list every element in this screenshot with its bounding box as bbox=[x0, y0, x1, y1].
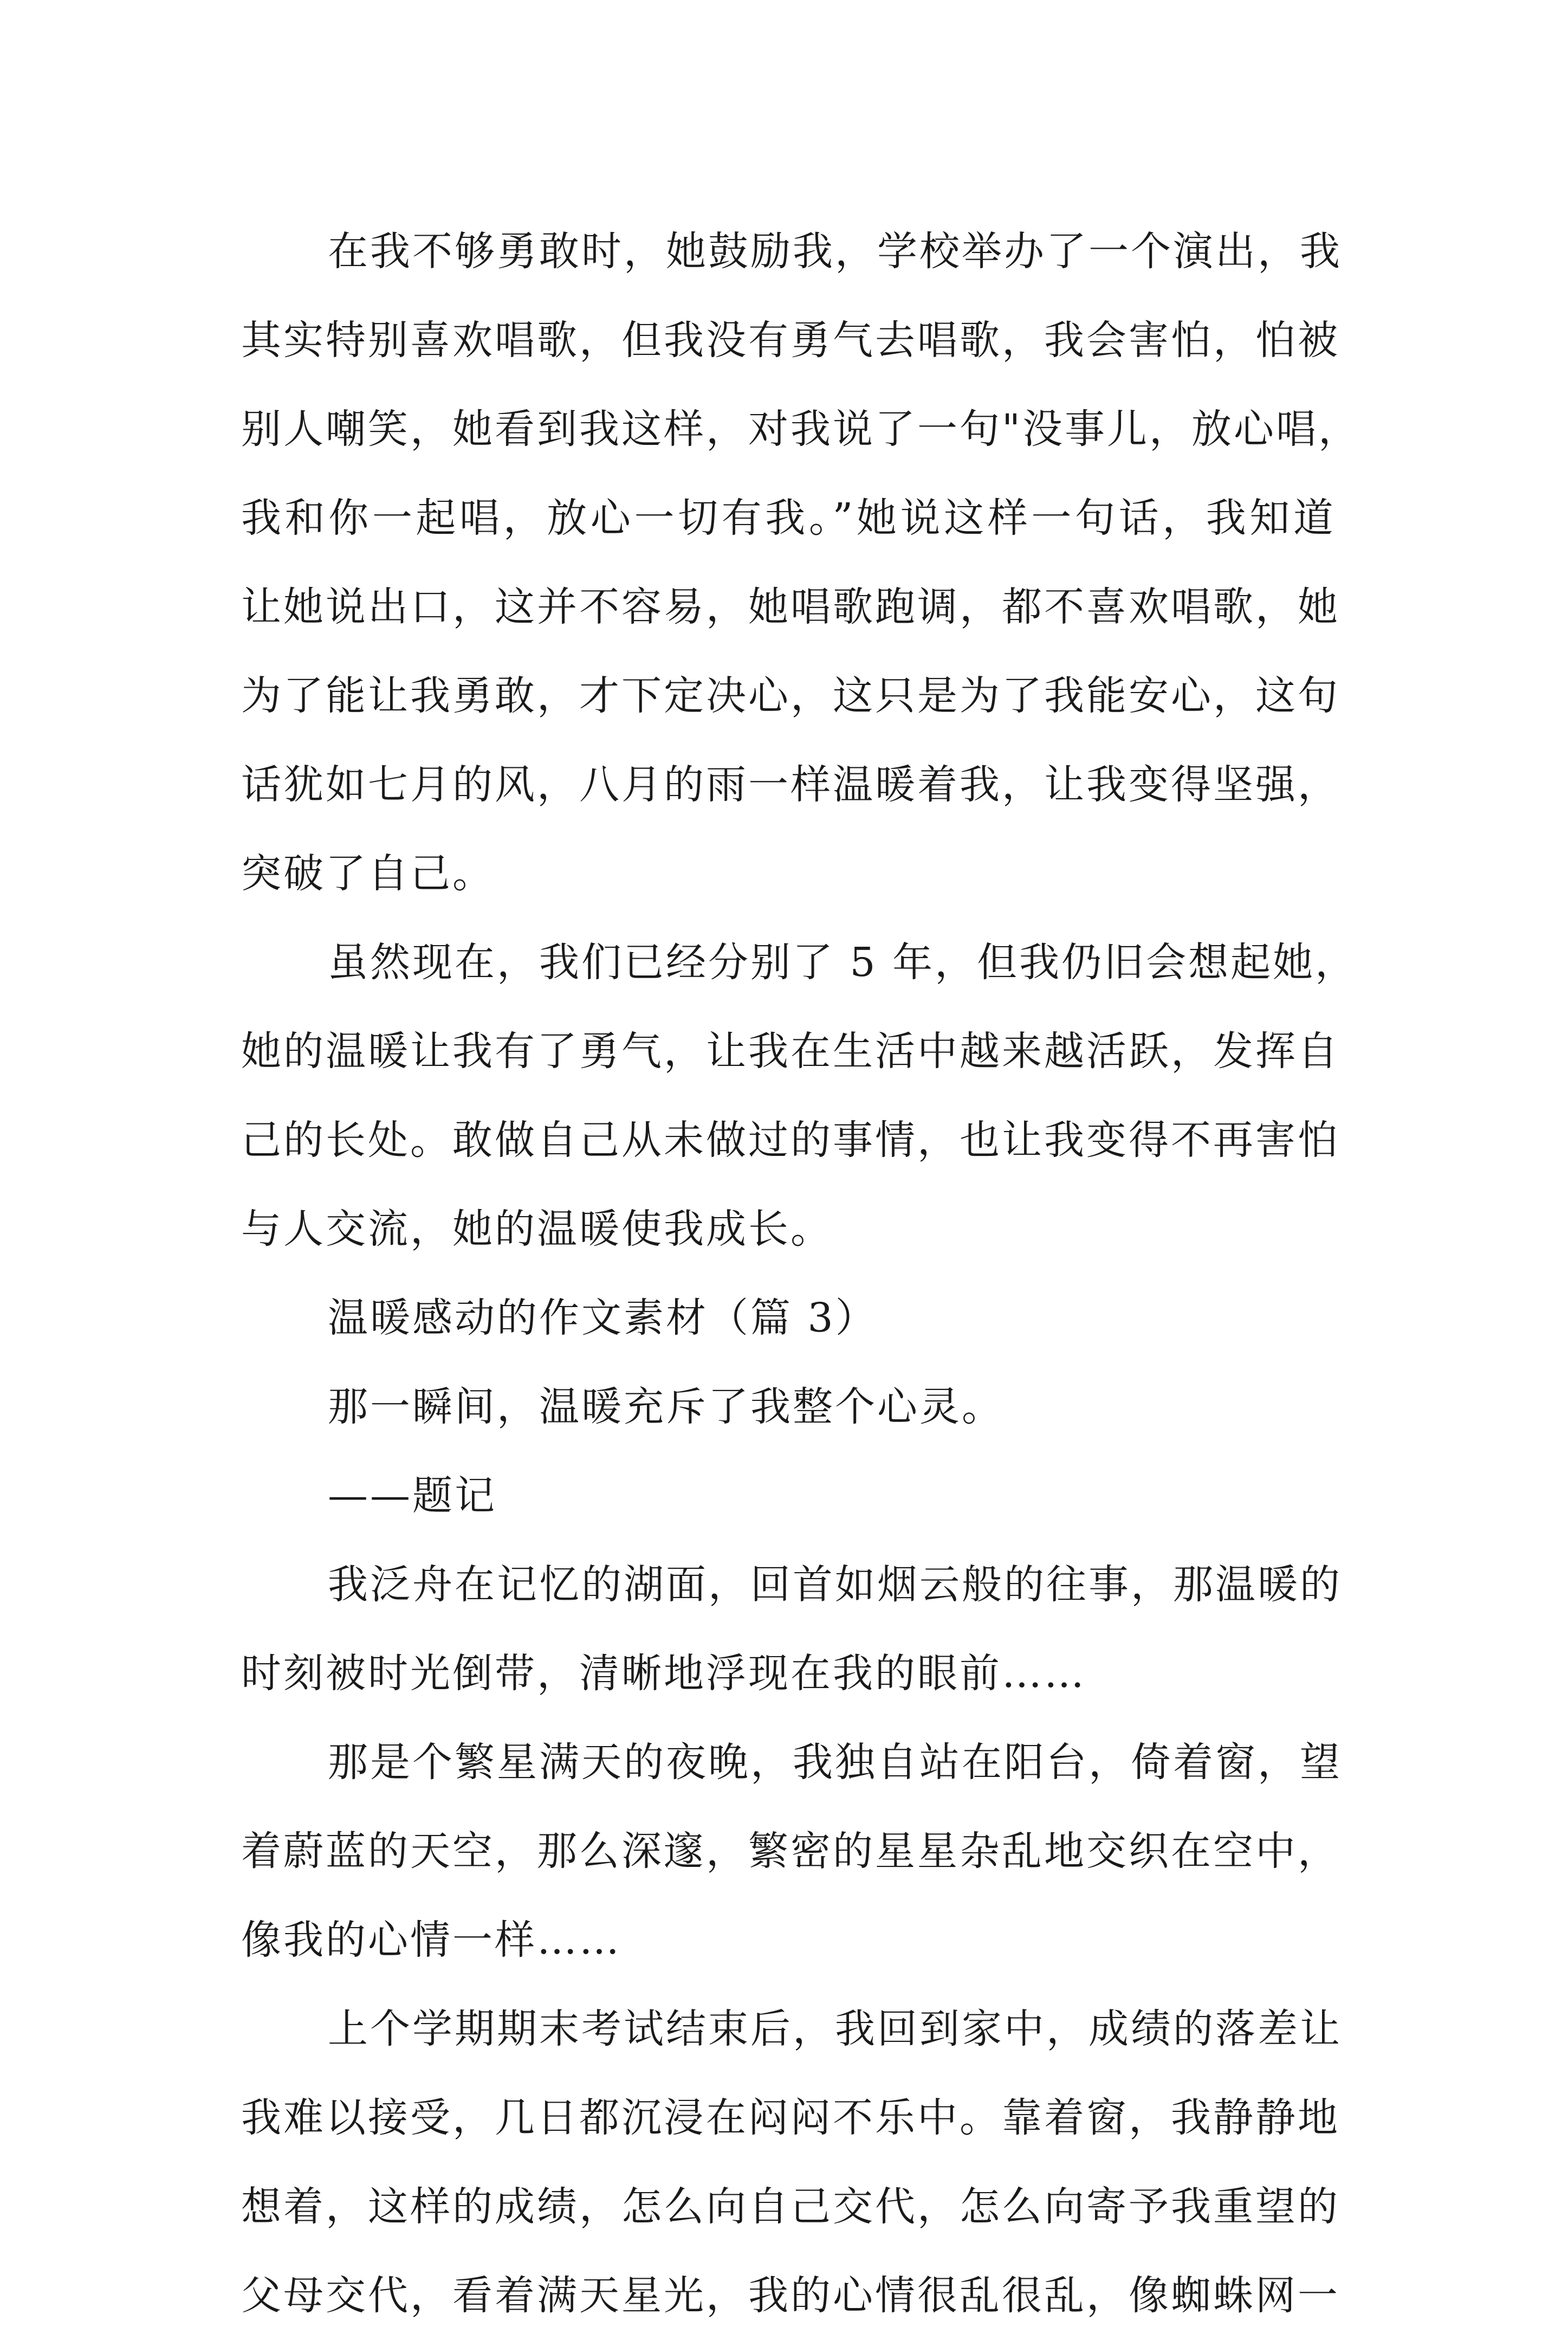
text-line: 像我的心情一样…… bbox=[241, 1917, 621, 1963]
text-line: 己的长处。敢做自己从未做过的事情，也让我变得不再害怕 bbox=[241, 1117, 1340, 1163]
text-line: 那是个繁星满天的夜晚，我独自站在阳台，倚着窗，望 bbox=[328, 1739, 1342, 1786]
text-line: 她的温暖让我有了勇气，让我在生活中越来越活跃，发挥自 bbox=[241, 1028, 1340, 1075]
text-line: 虽然现在，我们已经分别了 5 年，但我仍旧会想起她， bbox=[328, 939, 1358, 986]
section-heading: 温暖感动的作文素材（篇 3） bbox=[328, 1295, 878, 1341]
text-line: 让她说出口，这并不容易，她唱歌跑调，都不喜欢唱歌，她 bbox=[241, 584, 1340, 630]
document-body bbox=[241, 207, 1361, 2340]
text-line: 父母交代，看着满天星光，我的心情很乱很乱，像蜘蛛网一 bbox=[241, 2272, 1340, 2319]
text-line: 别人嘲笑，她看到我这样，对我说了一句"没事儿，放心唱， bbox=[241, 406, 1361, 453]
text-line: 突破了自己。 bbox=[241, 850, 495, 897]
text-line: 我和你一起唱，放心一切有我。”她说这样一句话，我知道 bbox=[241, 495, 1336, 541]
text-line: 我泛舟在记忆的湖面，回首如烟云般的往事，那温暖的 bbox=[328, 1561, 1342, 1608]
text-line: 与人交流，她的温暖使我成长。 bbox=[241, 1206, 833, 1252]
epigraph: 那一瞬间，温暖充斥了我整个心灵。 bbox=[328, 1384, 1004, 1430]
text-line: 我难以接受，几日都沉浸在闷闷不乐中。靠着窗，我静静地 bbox=[241, 2095, 1340, 2141]
text-line: 着蔚蓝的天空，那么深邃，繁密的星星杂乱地交织在空中， bbox=[241, 1828, 1340, 1874]
text-line: 为了能让我勇敢，才下定决心，这只是为了我能安心，这句 bbox=[241, 673, 1340, 719]
text-line: 时刻被时光倒带，清晰地浮现在我的眼前…… bbox=[241, 1650, 1086, 1697]
text-line: 上个学期期末考试结束后，我回到家中，成绩的落差让 bbox=[328, 2006, 1342, 2052]
text-line: 其实特别喜欢唱歌，但我没有勇气去唱歌，我会害怕，怕被 bbox=[241, 317, 1340, 364]
epigraph-attribution: ——题记 bbox=[328, 1472, 497, 1519]
text-line: 想着，这样的成绩，怎么向自己交代，怎么向寄予我重望的 bbox=[241, 2183, 1340, 2230]
text-line: 话犹如七月的风，八月的雨一样温暖着我，让我变得坚强， bbox=[241, 761, 1340, 808]
text-line: 在我不够勇敢时，她鼓励我，学校举办了一个演出，我 bbox=[328, 228, 1342, 275]
